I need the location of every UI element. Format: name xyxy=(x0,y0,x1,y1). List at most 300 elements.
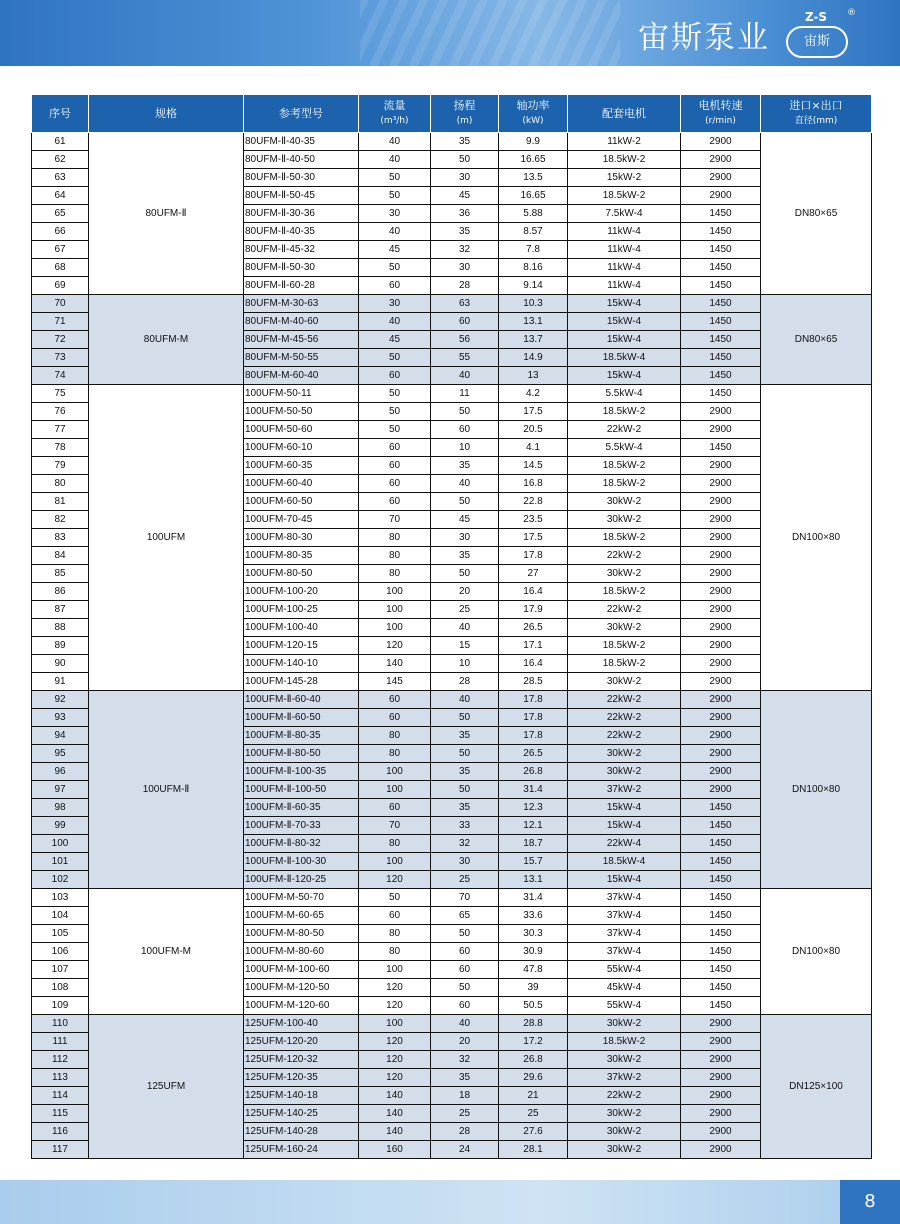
cell-head: 40 xyxy=(431,1015,499,1033)
cell-model: 80UFM-Ⅱ-45-32 xyxy=(244,241,359,259)
cell-no: 71 xyxy=(32,313,89,331)
cell-motor: 11kW-4 xyxy=(568,259,681,277)
speed-label: 电机转速 xyxy=(698,99,743,112)
cell-head: 70 xyxy=(431,889,499,907)
cell-no: 96 xyxy=(32,763,89,781)
cell-motor: 18.5kW-2 xyxy=(568,475,681,493)
cell-power: 47.8 xyxy=(499,961,568,979)
footer-band xyxy=(0,1180,900,1224)
cell-speed: 1450 xyxy=(681,439,761,457)
cell-motor: 45kW-4 xyxy=(568,979,681,997)
cell-head: 18 xyxy=(431,1087,499,1105)
cell-power: 28.5 xyxy=(499,673,568,691)
cell-head: 30 xyxy=(431,853,499,871)
cell-motor: 7.5kW-4 xyxy=(568,205,681,223)
cell-motor: 30kW-2 xyxy=(568,565,681,583)
cell-power: 14.9 xyxy=(499,349,568,367)
cell-model: 80UFM-Ⅱ-40-35 xyxy=(244,133,359,151)
col-header-speed xyxy=(681,95,761,133)
cell-speed: 1450 xyxy=(681,835,761,853)
cell-motor: 11kW-4 xyxy=(568,241,681,259)
cell-motor: 37kW-2 xyxy=(568,1069,681,1087)
cell-speed: 1450 xyxy=(681,817,761,835)
cell-spec: 100UFM-M xyxy=(89,889,244,1015)
company-logo xyxy=(786,8,856,58)
cell-flow: 100 xyxy=(359,601,431,619)
cell-head: 33 xyxy=(431,817,499,835)
cell-head: 60 xyxy=(431,943,499,961)
cell-power: 20.5 xyxy=(499,421,568,439)
cell-model: 100UFM-M-80-60 xyxy=(244,943,359,961)
cell-speed: 2900 xyxy=(681,781,761,799)
cell-model: 100UFM-Ⅱ-100-30 xyxy=(244,853,359,871)
cell-motor: 22kW-2 xyxy=(568,691,681,709)
cell-motor: 22kW-2 xyxy=(568,421,681,439)
cell-flow: 80 xyxy=(359,547,431,565)
cell-speed: 1450 xyxy=(681,943,761,961)
cell-no: 64 xyxy=(32,187,89,205)
cell-motor: 30kW-2 xyxy=(568,493,681,511)
cell-model: 100UFM-M-120-60 xyxy=(244,997,359,1015)
cell-power: 13 xyxy=(499,367,568,385)
cell-motor: 15kW-2 xyxy=(568,169,681,187)
cell-power: 4.1 xyxy=(499,439,568,457)
cell-power: 16.65 xyxy=(499,151,568,169)
cell-head: 11 xyxy=(431,385,499,403)
cell-flow: 140 xyxy=(359,1105,431,1123)
cell-flow: 80 xyxy=(359,943,431,961)
cell-speed: 2900 xyxy=(681,1033,761,1051)
col-header-head xyxy=(431,95,499,133)
cell-motor: 30kW-2 xyxy=(568,745,681,763)
cell-motor: 30kW-2 xyxy=(568,673,681,691)
cell-motor: 22kW-2 xyxy=(568,601,681,619)
cell-power: 12.1 xyxy=(499,817,568,835)
cell-head: 35 xyxy=(431,1069,499,1087)
cell-model: 100UFM-Ⅱ-80-32 xyxy=(244,835,359,853)
cell-flow: 60 xyxy=(359,907,431,925)
cell-flow: 100 xyxy=(359,781,431,799)
cell-speed: 2900 xyxy=(681,529,761,547)
cell-flow: 50 xyxy=(359,403,431,421)
cell-motor: 18.5kW-2 xyxy=(568,1033,681,1051)
cell-no: 109 xyxy=(32,997,89,1015)
cell-no: 79 xyxy=(32,457,89,475)
cell-head: 28 xyxy=(431,673,499,691)
cell-flow: 60 xyxy=(359,367,431,385)
cell-diameter: DN100×80 xyxy=(761,691,872,889)
cell-speed: 2900 xyxy=(681,547,761,565)
cell-flow: 80 xyxy=(359,745,431,763)
cell-no: 103 xyxy=(32,889,89,907)
cell-speed: 2900 xyxy=(681,151,761,169)
cell-head: 35 xyxy=(431,547,499,565)
cell-power: 26.8 xyxy=(499,1051,568,1069)
cell-no: 63 xyxy=(32,169,89,187)
cell-motor: 18.5kW-2 xyxy=(568,655,681,673)
cell-model: 80UFM-Ⅱ-30-36 xyxy=(244,205,359,223)
cell-speed: 1450 xyxy=(681,385,761,403)
cell-model: 100UFM-M-100-60 xyxy=(244,961,359,979)
power-label: 轴功率 xyxy=(516,99,550,112)
cell-motor: 15kW-4 xyxy=(568,367,681,385)
cell-power: 13.1 xyxy=(499,871,568,889)
cell-motor: 30kW-2 xyxy=(568,619,681,637)
cell-flow: 120 xyxy=(359,997,431,1015)
cell-no: 75 xyxy=(32,385,89,403)
cell-no: 68 xyxy=(32,259,89,277)
cell-diameter: DN100×80 xyxy=(761,385,872,691)
cell-power: 14.5 xyxy=(499,457,568,475)
cell-model: 100UFM-Ⅱ-60-50 xyxy=(244,709,359,727)
cell-speed: 2900 xyxy=(681,169,761,187)
flow-unit: (m³/h) xyxy=(380,116,409,126)
cell-model: 80UFM-M-60-40 xyxy=(244,367,359,385)
cell-motor: 30kW-2 xyxy=(568,1105,681,1123)
cell-flow: 60 xyxy=(359,799,431,817)
cell-head: 60 xyxy=(431,421,499,439)
cell-head: 55 xyxy=(431,349,499,367)
cell-speed: 1450 xyxy=(681,889,761,907)
cell-no: 76 xyxy=(32,403,89,421)
cell-flow: 100 xyxy=(359,961,431,979)
cell-head: 20 xyxy=(431,1033,499,1051)
cell-speed: 2900 xyxy=(681,601,761,619)
cell-power: 13.7 xyxy=(499,331,568,349)
cell-model: 100UFM-100-40 xyxy=(244,619,359,637)
cell-head: 10 xyxy=(431,655,499,673)
cell-motor: 55kW-4 xyxy=(568,997,681,1015)
cell-power: 31.4 xyxy=(499,781,568,799)
cell-head: 50 xyxy=(431,565,499,583)
cell-flow: 50 xyxy=(359,187,431,205)
head-label: 扬程 xyxy=(453,99,476,112)
cell-no: 83 xyxy=(32,529,89,547)
cell-model: 100UFM-60-10 xyxy=(244,439,359,457)
cell-head: 10 xyxy=(431,439,499,457)
cell-speed: 1450 xyxy=(681,367,761,385)
cell-flow: 40 xyxy=(359,223,431,241)
page-number: 8 xyxy=(840,1180,900,1224)
cell-motor: 11kW-4 xyxy=(568,223,681,241)
cell-head: 40 xyxy=(431,475,499,493)
cell-no: 90 xyxy=(32,655,89,673)
cell-flow: 50 xyxy=(359,169,431,187)
cell-model: 125UFM-140-18 xyxy=(244,1087,359,1105)
col-header-flow xyxy=(359,95,431,133)
cell-no: 74 xyxy=(32,367,89,385)
cell-flow: 40 xyxy=(359,133,431,151)
cell-no: 93 xyxy=(32,709,89,727)
cell-power: 17.8 xyxy=(499,727,568,745)
cell-no: 99 xyxy=(32,817,89,835)
cell-motor: 30kW-2 xyxy=(568,763,681,781)
cell-motor: 22kW-2 xyxy=(568,1087,681,1105)
cell-power: 8.57 xyxy=(499,223,568,241)
cell-speed: 2900 xyxy=(681,1087,761,1105)
table-row xyxy=(32,691,872,709)
cell-speed: 2900 xyxy=(681,745,761,763)
head-unit: (m) xyxy=(456,116,473,126)
cell-flow: 80 xyxy=(359,565,431,583)
cell-motor: 11kW-2 xyxy=(568,133,681,151)
cell-no: 105 xyxy=(32,925,89,943)
cell-no: 62 xyxy=(32,151,89,169)
cell-no: 67 xyxy=(32,241,89,259)
speed-unit: (r/min) xyxy=(705,116,736,126)
cell-head: 65 xyxy=(431,907,499,925)
cell-head: 15 xyxy=(431,637,499,655)
cell-flow: 140 xyxy=(359,655,431,673)
cell-flow: 80 xyxy=(359,529,431,547)
cell-power: 18.7 xyxy=(499,835,568,853)
cell-flow: 120 xyxy=(359,871,431,889)
cell-head: 35 xyxy=(431,457,499,475)
cell-no: 112 xyxy=(32,1051,89,1069)
cell-power: 23.5 xyxy=(499,511,568,529)
cell-speed: 2900 xyxy=(681,403,761,421)
cell-head: 60 xyxy=(431,313,499,331)
cell-speed: 1450 xyxy=(681,277,761,295)
cell-no: 84 xyxy=(32,547,89,565)
cell-model: 125UFM-100-40 xyxy=(244,1015,359,1033)
col-header-power xyxy=(499,95,568,133)
cell-speed: 2900 xyxy=(681,1123,761,1141)
cell-motor: 22kW-4 xyxy=(568,835,681,853)
cell-model: 100UFM-Ⅱ-100-50 xyxy=(244,781,359,799)
cell-model: 100UFM-M-80-50 xyxy=(244,925,359,943)
cell-head: 50 xyxy=(431,493,499,511)
cell-no: 101 xyxy=(32,853,89,871)
cell-no: 98 xyxy=(32,799,89,817)
cell-no: 70 xyxy=(32,295,89,313)
cell-model: 100UFM-Ⅱ-70-33 xyxy=(244,817,359,835)
cell-head: 63 xyxy=(431,295,499,313)
table-row xyxy=(32,1015,872,1033)
cell-model: 80UFM-Ⅱ-50-30 xyxy=(244,169,359,187)
cell-motor: 30kW-2 xyxy=(568,1123,681,1141)
cell-flow: 60 xyxy=(359,277,431,295)
cell-power: 27 xyxy=(499,565,568,583)
cell-head: 50 xyxy=(431,403,499,421)
cell-speed: 2900 xyxy=(681,583,761,601)
cell-power: 50.5 xyxy=(499,997,568,1015)
cell-motor: 11kW-4 xyxy=(568,277,681,295)
table-row xyxy=(32,133,872,151)
cell-model: 100UFM-80-50 xyxy=(244,565,359,583)
cell-power: 17.8 xyxy=(499,547,568,565)
cell-head: 50 xyxy=(431,151,499,169)
cell-power: 9.14 xyxy=(499,277,568,295)
cell-power: 10.3 xyxy=(499,295,568,313)
col-header-motor: 配套电机 xyxy=(568,95,681,133)
cell-head: 32 xyxy=(431,1051,499,1069)
cell-power: 30.3 xyxy=(499,925,568,943)
cell-speed: 1450 xyxy=(681,853,761,871)
cell-power: 17.8 xyxy=(499,709,568,727)
cell-motor: 30kW-2 xyxy=(568,1051,681,1069)
cell-speed: 2900 xyxy=(681,457,761,475)
cell-power: 4.2 xyxy=(499,385,568,403)
cell-model: 80UFM-M-40-60 xyxy=(244,313,359,331)
cell-flow: 50 xyxy=(359,385,431,403)
cell-flow: 40 xyxy=(359,313,431,331)
cell-power: 22.8 xyxy=(499,493,568,511)
cell-no: 69 xyxy=(32,277,89,295)
cell-no: 92 xyxy=(32,691,89,709)
cell-head: 35 xyxy=(431,223,499,241)
cell-flow: 100 xyxy=(359,583,431,601)
cell-head: 50 xyxy=(431,925,499,943)
cell-motor: 18.5kW-4 xyxy=(568,349,681,367)
cell-speed: 1450 xyxy=(681,979,761,997)
cell-speed: 2900 xyxy=(681,187,761,205)
cell-no: 80 xyxy=(32,475,89,493)
cell-head: 56 xyxy=(431,331,499,349)
cell-speed: 2900 xyxy=(681,493,761,511)
cell-head: 50 xyxy=(431,979,499,997)
cell-head: 24 xyxy=(431,1141,499,1159)
cell-head: 36 xyxy=(431,205,499,223)
cell-power: 17.9 xyxy=(499,601,568,619)
cell-model: 100UFM-M-50-70 xyxy=(244,889,359,907)
cell-head: 40 xyxy=(431,367,499,385)
cell-model: 125UFM-140-25 xyxy=(244,1105,359,1123)
cell-power: 39 xyxy=(499,979,568,997)
cell-motor: 18.5kW-4 xyxy=(568,853,681,871)
cell-flow: 60 xyxy=(359,493,431,511)
cell-spec: 125UFM xyxy=(89,1015,244,1159)
cell-power: 21 xyxy=(499,1087,568,1105)
cell-speed: 2900 xyxy=(681,691,761,709)
cell-power: 17.5 xyxy=(499,529,568,547)
cell-motor: 5.5kW-4 xyxy=(568,385,681,403)
cell-head: 28 xyxy=(431,277,499,295)
cell-model: 100UFM-100-20 xyxy=(244,583,359,601)
cell-motor: 18.5kW-2 xyxy=(568,637,681,655)
logo-initials: Z-S xyxy=(804,10,828,24)
cell-no: 85 xyxy=(32,565,89,583)
cell-no: 81 xyxy=(32,493,89,511)
cell-speed: 2900 xyxy=(681,475,761,493)
cell-spec: 100UFM xyxy=(89,385,244,691)
cell-flow: 60 xyxy=(359,709,431,727)
cell-motor: 37kW-4 xyxy=(568,907,681,925)
cell-no: 114 xyxy=(32,1087,89,1105)
cell-no: 95 xyxy=(32,745,89,763)
col-header-model: 参考型号 xyxy=(244,95,359,133)
cell-motor: 15kW-4 xyxy=(568,799,681,817)
cell-speed: 2900 xyxy=(681,655,761,673)
diameter-label: 进口×出口 xyxy=(789,99,843,112)
cell-speed: 2900 xyxy=(681,709,761,727)
cell-model: 100UFM-80-30 xyxy=(244,529,359,547)
table-row xyxy=(32,889,872,907)
cell-power: 16.4 xyxy=(499,655,568,673)
cell-head: 28 xyxy=(431,1123,499,1141)
cell-no: 77 xyxy=(32,421,89,439)
cell-power: 8.16 xyxy=(499,259,568,277)
cell-head: 35 xyxy=(431,727,499,745)
table-row xyxy=(32,385,872,403)
cell-flow: 80 xyxy=(359,925,431,943)
cell-model: 100UFM-60-50 xyxy=(244,493,359,511)
cell-motor: 18.5kW-2 xyxy=(568,529,681,547)
cell-flow: 100 xyxy=(359,853,431,871)
cell-flow: 60 xyxy=(359,439,431,457)
cell-model: 100UFM-Ⅱ-80-50 xyxy=(244,745,359,763)
cell-motor: 37kW-4 xyxy=(568,925,681,943)
cell-model: 100UFM-120-15 xyxy=(244,637,359,655)
cell-model: 100UFM-Ⅱ-100-35 xyxy=(244,763,359,781)
cell-model: 100UFM-50-60 xyxy=(244,421,359,439)
cell-motor: 15kW-4 xyxy=(568,331,681,349)
cell-no: 116 xyxy=(32,1123,89,1141)
cell-head: 30 xyxy=(431,259,499,277)
cell-flow: 50 xyxy=(359,421,431,439)
cell-model: 80UFM-Ⅱ-50-30 xyxy=(244,259,359,277)
cell-model: 100UFM-Ⅱ-80-35 xyxy=(244,727,359,745)
cell-power: 28.8 xyxy=(499,1015,568,1033)
cell-flow: 70 xyxy=(359,817,431,835)
pump-spec-table xyxy=(31,94,872,1159)
cell-model: 125UFM-120-32 xyxy=(244,1051,359,1069)
cell-model: 125UFM-140-28 xyxy=(244,1123,359,1141)
cell-head: 25 xyxy=(431,601,499,619)
cell-flow: 100 xyxy=(359,763,431,781)
cell-flow: 120 xyxy=(359,1069,431,1087)
cell-head: 50 xyxy=(431,781,499,799)
cell-flow: 120 xyxy=(359,979,431,997)
cell-flow: 100 xyxy=(359,1015,431,1033)
col-header-diameter xyxy=(761,95,872,133)
cell-flow: 50 xyxy=(359,889,431,907)
cell-motor: 18.5kW-2 xyxy=(568,583,681,601)
cell-diameter: DN100×80 xyxy=(761,889,872,1015)
cell-no: 110 xyxy=(32,1015,89,1033)
cell-flow: 100 xyxy=(359,619,431,637)
cell-no: 87 xyxy=(32,601,89,619)
col-header-spec: 规格 xyxy=(89,95,244,133)
registered-mark: ® xyxy=(847,8,856,18)
cell-flow: 50 xyxy=(359,259,431,277)
cell-head: 50 xyxy=(431,745,499,763)
cell-motor: 15kW-4 xyxy=(568,871,681,889)
banner-pump-graphic xyxy=(360,0,620,66)
cell-no: 97 xyxy=(32,781,89,799)
cell-motor: 22kW-2 xyxy=(568,547,681,565)
cell-model: 100UFM-70-45 xyxy=(244,511,359,529)
cell-speed: 2900 xyxy=(681,673,761,691)
cell-motor: 22kW-2 xyxy=(568,727,681,745)
cell-speed: 1450 xyxy=(681,205,761,223)
cell-head: 45 xyxy=(431,187,499,205)
power-unit: (kW) xyxy=(522,116,544,126)
cell-model: 100UFM-Ⅱ-60-35 xyxy=(244,799,359,817)
cell-no: 115 xyxy=(32,1105,89,1123)
flow-label: 流量 xyxy=(383,99,406,112)
cell-model: 100UFM-50-50 xyxy=(244,403,359,421)
cell-motor: 18.5kW-2 xyxy=(568,187,681,205)
cell-flow: 70 xyxy=(359,511,431,529)
cell-speed: 1450 xyxy=(681,259,761,277)
cell-motor: 5.5kW-4 xyxy=(568,439,681,457)
cell-speed: 1450 xyxy=(681,241,761,259)
cell-no: 108 xyxy=(32,979,89,997)
cell-power: 17.2 xyxy=(499,1033,568,1051)
cell-motor: 15kW-4 xyxy=(568,313,681,331)
cell-power: 16.65 xyxy=(499,187,568,205)
